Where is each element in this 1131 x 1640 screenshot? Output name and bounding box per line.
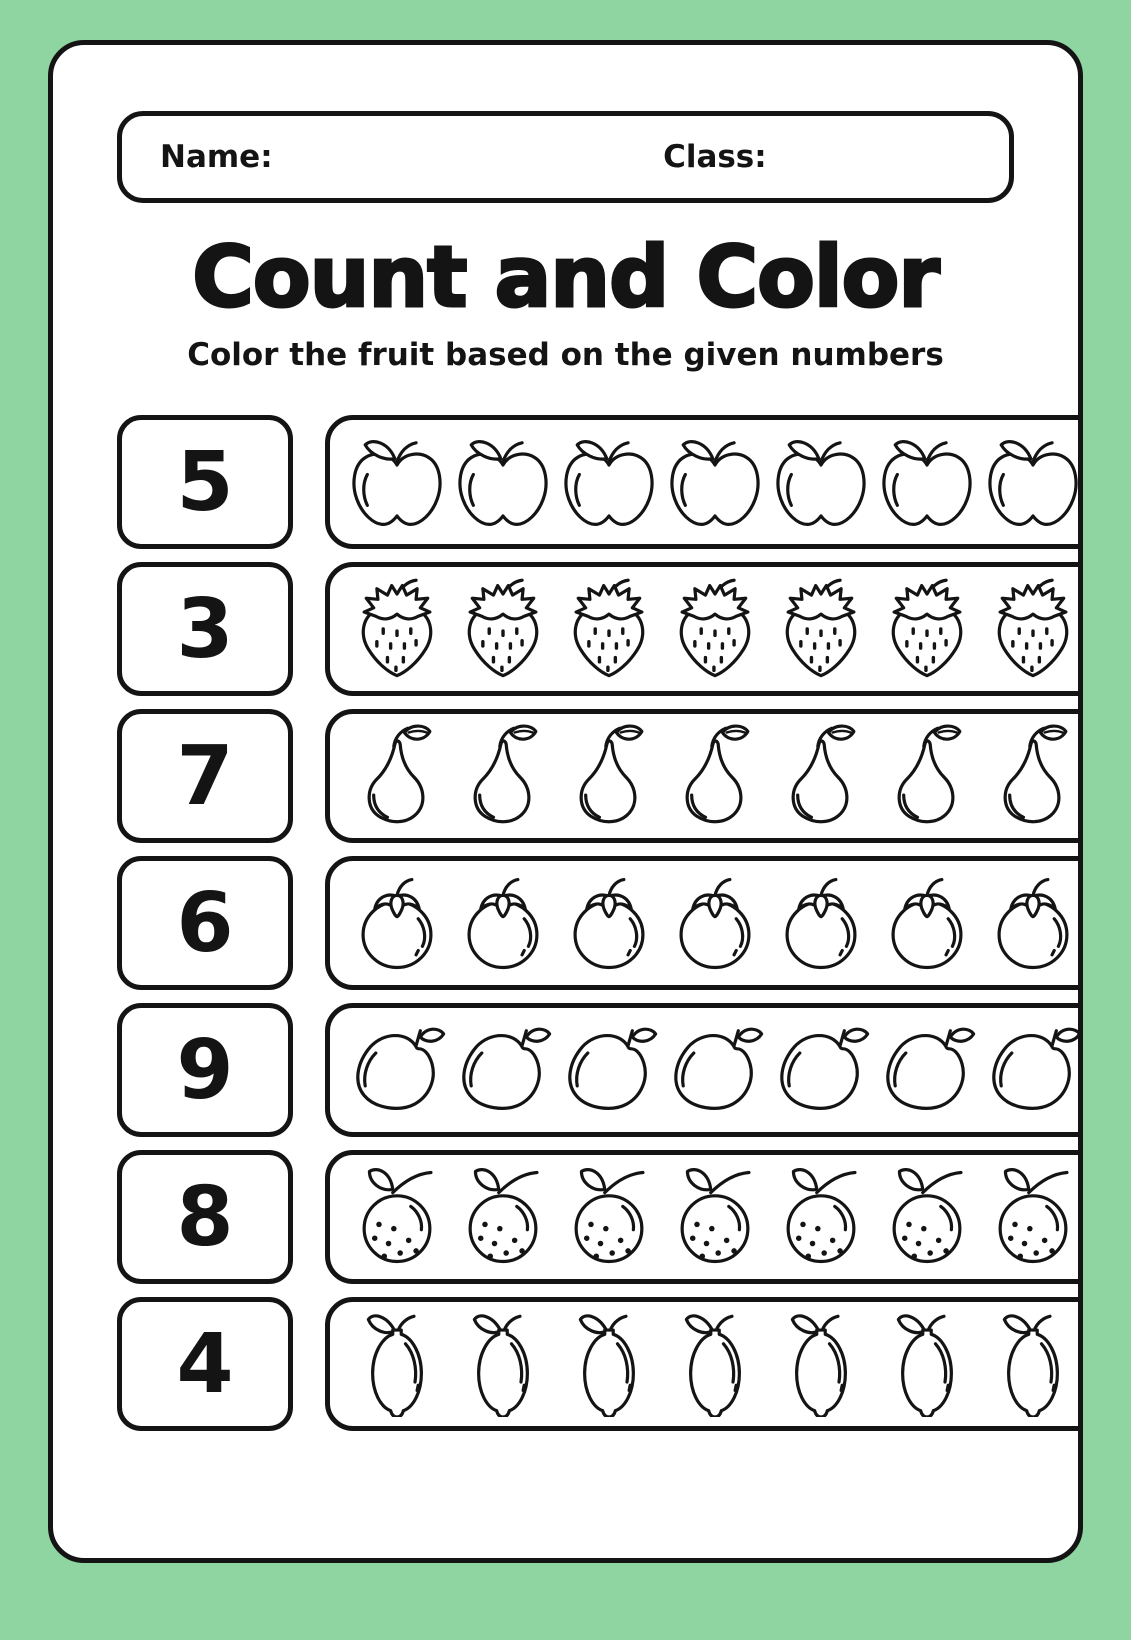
count-number: 4 [176, 1316, 234, 1412]
count-number-box [117, 1150, 293, 1284]
orange-icon[interactable] [980, 1164, 1083, 1270]
mangosteen-icon[interactable] [344, 870, 450, 976]
orange-icon[interactable] [556, 1164, 662, 1270]
mango-icon[interactable] [556, 1017, 662, 1123]
pear-icon[interactable] [768, 723, 874, 829]
strawberry-icon[interactable] [768, 576, 874, 682]
count-number-box [117, 856, 293, 990]
mango-icon[interactable] [450, 1017, 556, 1123]
lemon-icon[interactable] [556, 1311, 662, 1417]
strawberry-icon[interactable] [980, 576, 1083, 682]
count-number: 5 [176, 434, 234, 530]
count-number: 7 [176, 728, 234, 824]
lemon-icon[interactable] [768, 1311, 874, 1417]
strawberry-icon[interactable] [450, 576, 556, 682]
orange-icon[interactable] [450, 1164, 556, 1270]
count-number: 9 [176, 1022, 234, 1118]
count-number-box [117, 1003, 293, 1137]
worksheet-row [117, 856, 1014, 990]
worksheet-page [48, 40, 1083, 1563]
name-class-box [117, 111, 1014, 203]
orange-icon[interactable] [662, 1164, 768, 1270]
count-number-box [117, 709, 293, 843]
apple-icon[interactable] [768, 429, 874, 535]
mango-icon[interactable] [980, 1017, 1083, 1123]
fruit-box-pear [325, 709, 1083, 843]
mangosteen-icon[interactable] [556, 870, 662, 976]
worksheet-row [117, 709, 1014, 843]
fruit-box-mango [325, 1003, 1083, 1137]
apple-icon[interactable] [980, 429, 1083, 535]
apple-icon[interactable] [662, 429, 768, 535]
worksheet-row [117, 1150, 1014, 1284]
count-number-box [117, 415, 293, 549]
mangosteen-icon[interactable] [662, 870, 768, 976]
fruit-box-apple [325, 415, 1083, 549]
count-number: 6 [176, 875, 234, 971]
mango-icon[interactable] [768, 1017, 874, 1123]
mangosteen-icon[interactable] [768, 870, 874, 976]
count-number: 8 [176, 1169, 234, 1265]
pear-icon[interactable] [450, 723, 556, 829]
count-number-box [117, 562, 293, 696]
fruit-box-orange [325, 1150, 1083, 1284]
name-label: Name: [160, 139, 273, 175]
apple-icon[interactable] [556, 429, 662, 535]
pear-icon[interactable] [980, 723, 1083, 829]
worksheet-row [117, 415, 1014, 549]
pear-icon[interactable] [556, 723, 662, 829]
mangosteen-icon[interactable] [980, 870, 1083, 976]
lemon-icon[interactable] [344, 1311, 450, 1417]
count-number: 3 [176, 581, 234, 677]
worksheet-rows [117, 415, 1014, 1431]
worksheet-row [117, 1297, 1014, 1431]
orange-icon[interactable] [344, 1164, 450, 1270]
apple-icon[interactable] [450, 429, 556, 535]
lemon-icon[interactable] [450, 1311, 556, 1417]
lemon-icon[interactable] [662, 1311, 768, 1417]
lemon-icon[interactable] [874, 1311, 980, 1417]
apple-icon[interactable] [344, 429, 450, 535]
fruit-box-mangosteen [325, 856, 1083, 990]
page-subtitle: Color the fruit based on the given numbers [187, 337, 944, 374]
lemon-icon[interactable] [980, 1311, 1083, 1417]
strawberry-icon[interactable] [874, 576, 980, 682]
page-title: Count and Color [192, 228, 939, 326]
pear-icon[interactable] [662, 723, 768, 829]
orange-icon[interactable] [874, 1164, 980, 1270]
worksheet-row [117, 562, 1014, 696]
class-label: Class: [663, 139, 767, 175]
strawberry-icon[interactable] [556, 576, 662, 682]
pear-icon[interactable] [874, 723, 980, 829]
apple-icon[interactable] [874, 429, 980, 535]
mango-icon[interactable] [344, 1017, 450, 1123]
mango-icon[interactable] [874, 1017, 980, 1123]
strawberry-icon[interactable] [662, 576, 768, 682]
pear-icon[interactable] [344, 723, 450, 829]
worksheet-row [117, 1003, 1014, 1137]
count-number-box [117, 1297, 293, 1431]
mango-icon[interactable] [662, 1017, 768, 1123]
mangosteen-icon[interactable] [450, 870, 556, 976]
strawberry-icon[interactable] [344, 576, 450, 682]
fruit-box-strawberry [325, 562, 1083, 696]
mangosteen-icon[interactable] [874, 870, 980, 976]
orange-icon[interactable] [768, 1164, 874, 1270]
fruit-box-lemon [325, 1297, 1083, 1431]
